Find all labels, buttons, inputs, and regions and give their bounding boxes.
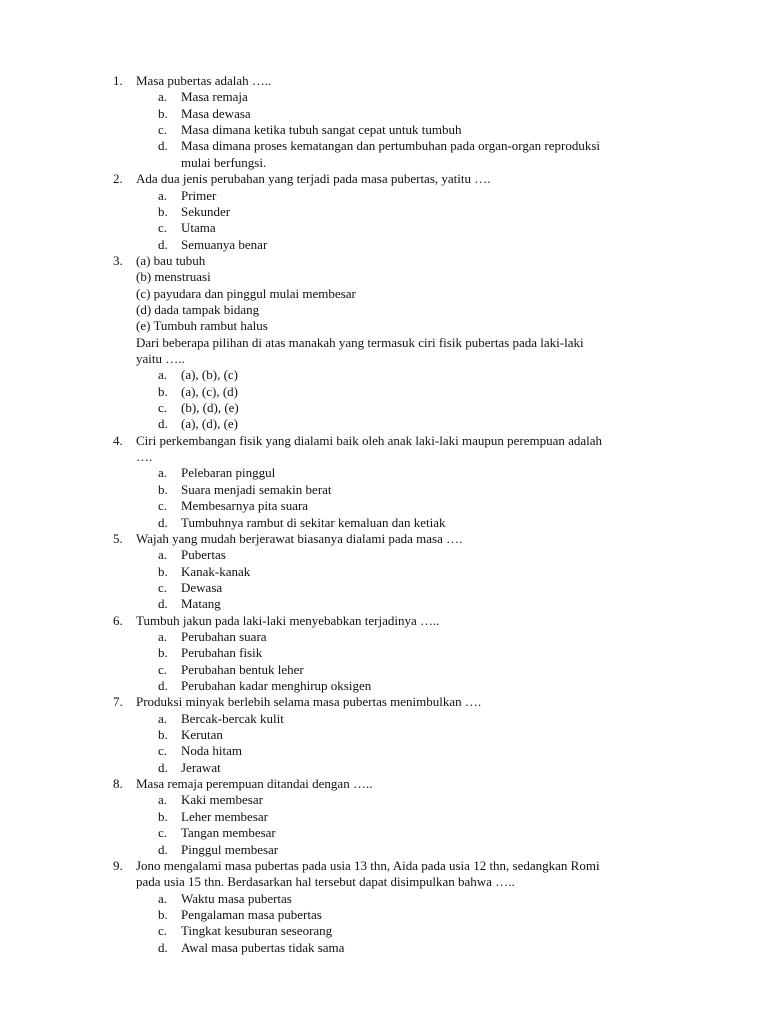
option-text: Kanak-kanak <box>181 563 251 579</box>
option-letter: a. <box>158 547 168 563</box>
option-letter: d. <box>158 596 168 612</box>
option-letter: d. <box>158 759 168 775</box>
question-text: Masa pubertas adalah ….. <box>136 73 272 88</box>
option-letter: d. <box>158 138 168 154</box>
option-text: Tingkat kesuburan seseorang <box>181 923 333 939</box>
option-text: Pinggul membesar <box>181 841 279 857</box>
option-letter: b. <box>158 727 168 742</box>
question-number: 7. <box>113 694 123 710</box>
option-text: Matang <box>181 596 221 612</box>
option-text: Awal masa pubertas tidak sama <box>181 939 345 955</box>
option-text: mulai berfungsi. <box>181 154 267 170</box>
option-letter: d. <box>158 236 168 252</box>
question-number: 1. <box>113 73 123 88</box>
option-text: Sekunder <box>181 203 231 219</box>
option-letter: a. <box>158 465 168 481</box>
option-text: Pelebaran pinggul <box>181 465 276 481</box>
option-letter: b. <box>158 645 168 661</box>
question-number: 9. <box>113 857 123 873</box>
option-text: Perubahan kadar menghirup oksigen <box>181 678 372 693</box>
option-text: Leher membesar <box>181 808 268 824</box>
question-text: (a) bau tubuh <box>136 252 206 268</box>
option-letter: a. <box>158 187 168 203</box>
question-text: Tumbuh jakun pada laki-laki menyebabkan terjadinya ….. <box>136 612 440 628</box>
option-text: Noda hitam <box>181 743 243 759</box>
option-letter: c. <box>158 400 168 415</box>
option-text: Kerutan <box>181 727 223 742</box>
option-letter: d. <box>158 514 168 530</box>
question-text: Jono mengalami masa pubertas pada usia 13 thn, Aida pada usia 12 thn, sedangkan Romi <box>136 857 600 873</box>
question-text: Wajah yang mudah berjerawat biasanya dialami pada masa …. <box>136 530 463 546</box>
question-number: 5. <box>113 530 123 546</box>
option-letter: b. <box>158 906 168 922</box>
option-text: Bercak-bercak kulit <box>181 710 284 726</box>
option-letter: c. <box>158 923 168 939</box>
question-text: Ciri perkembangan fisik yang dialami baik oleh anak laki-laki maupun perempuan adalah <box>136 432 603 448</box>
option-text: (a), (c), (d) <box>181 383 239 399</box>
option-letter: a. <box>158 367 168 383</box>
option-letter: a. <box>158 792 168 808</box>
question-text: Ada dua jenis perubahan yang terjadi pada masa pubertas, yatitu …. <box>136 171 491 187</box>
question-text: (d) dada tampak bidang <box>136 301 260 317</box>
option-letter: c. <box>158 661 168 677</box>
option-letter: c. <box>158 498 168 514</box>
option-letter: b. <box>158 383 168 399</box>
option-letter: c. <box>158 579 168 595</box>
option-letter: c. <box>158 743 168 759</box>
question-number: 8. <box>113 776 123 792</box>
option-text: Tangan membesar <box>181 825 276 841</box>
question-text: (e) Tumbuh rambut halus <box>136 318 268 334</box>
option-letter: a. <box>158 890 168 906</box>
question-text: Masa remaja perempuan ditandai dengan ….. <box>136 776 373 792</box>
option-letter: b. <box>158 481 168 497</box>
option-letter: d. <box>158 678 168 693</box>
option-text: (a), (d), (e) <box>181 416 239 432</box>
option-text: Kaki membesar <box>181 792 263 808</box>
option-text: Semuanya benar <box>181 236 268 252</box>
option-letter: d. <box>158 841 168 857</box>
option-text: Masa dimana proses kematangan dan pertumbuhan pada organ-organ reproduksi <box>181 138 601 154</box>
question-number: 6. <box>113 612 123 628</box>
question-number: 4. <box>113 432 123 448</box>
question-text: (c) payudara dan pinggul mulai membesar <box>136 285 356 301</box>
option-letter: c. <box>158 220 168 236</box>
option-letter: d. <box>158 416 168 432</box>
option-text: (b), (d), (e) <box>181 400 239 415</box>
question-text: (b) menstruasi <box>136 269 211 285</box>
option-text: Suara menjadi semakin berat <box>181 481 332 497</box>
option-letter: a. <box>158 89 168 105</box>
option-text: Perubahan bentuk leher <box>181 661 304 677</box>
question-number: 3. <box>113 252 123 268</box>
option-text: (a), (b), (c) <box>181 367 239 383</box>
question-text: yaitu ….. <box>136 351 185 366</box>
question-text: pada usia 15 thn. Berdasarkan hal tersebut dapat disimpulkan bahwa ….. <box>136 874 515 890</box>
option-text: Masa dimana ketika tubuh sangat cepat untuk tumbuh <box>181 122 462 138</box>
option-text: Waktu masa pubertas <box>181 890 292 906</box>
option-letter: a. <box>158 710 168 726</box>
option-letter: a. <box>158 628 168 644</box>
option-text: Jerawat <box>181 759 221 775</box>
option-letter: c. <box>158 825 168 841</box>
option-text: Primer <box>181 187 217 203</box>
option-letter: b. <box>158 808 168 824</box>
option-text: Perubahan fisik <box>181 645 263 661</box>
option-text: Dewasa <box>181 579 223 595</box>
option-letter: b. <box>158 203 168 219</box>
question-number: 2. <box>113 171 123 187</box>
option-text: Masa remaja <box>181 89 248 105</box>
option-text: Utama <box>181 220 216 236</box>
option-text: Pengalaman masa pubertas <box>181 906 322 922</box>
option-letter: d. <box>158 939 168 955</box>
option-text: Perubahan suara <box>181 628 267 644</box>
question-text: Produksi minyak berlebih selama masa pubertas menimbulkan …. <box>136 694 482 710</box>
question-text: …. <box>136 449 153 465</box>
option-letter: c. <box>158 122 168 138</box>
option-text: Membesarnya pita suara <box>181 498 309 514</box>
option-letter: b. <box>158 563 168 579</box>
option-text: Tumbuhnya rambut di sekitar kemaluan dan ketiak <box>181 514 446 530</box>
option-letter: b. <box>158 105 168 121</box>
option-text: Pubertas <box>181 547 226 563</box>
option-text: Masa dewasa <box>181 105 251 121</box>
question-text: Dari beberapa pilihan di atas manakah yang termasuk ciri fisik pubertas pada laki-laki <box>136 334 584 350</box>
